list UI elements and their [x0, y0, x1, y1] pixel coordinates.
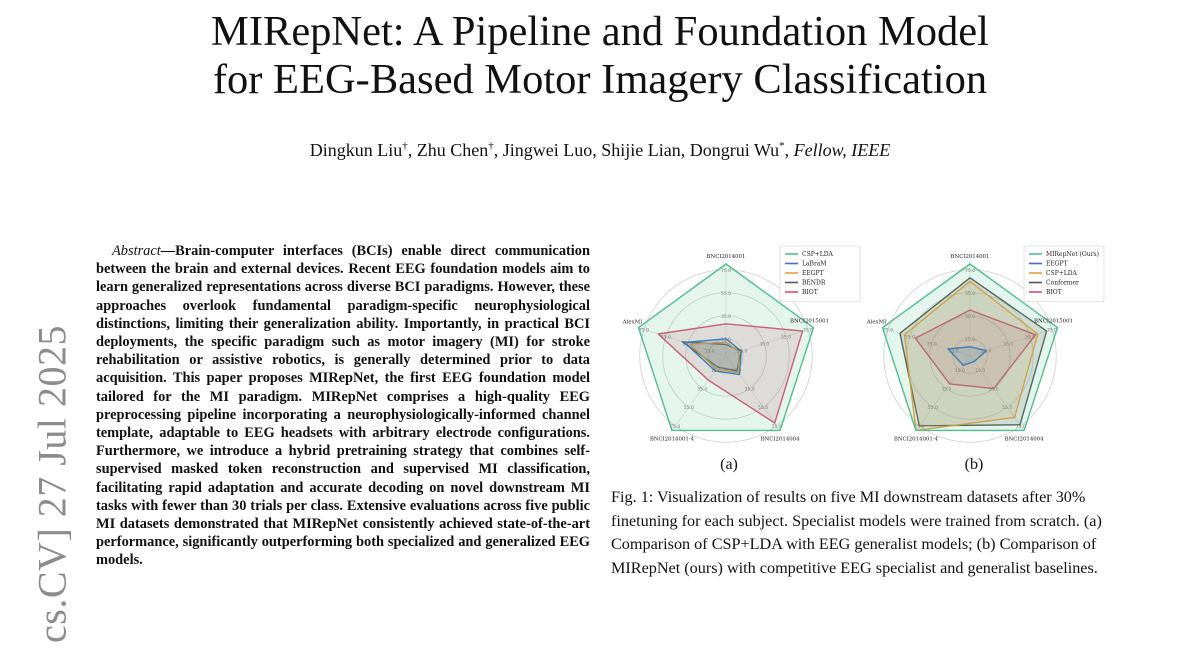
author-name: Jingwei Luo	[502, 140, 593, 160]
legend-label: BENDR	[802, 279, 826, 287]
radar-axis-label: BNCI2014001	[706, 254, 746, 260]
legend-label: LaBraM	[802, 260, 827, 268]
equal-contribution-mark: †	[488, 140, 494, 152]
radar-tick-label: 75.0	[720, 268, 732, 274]
radar-axis-label: BNCI2015001	[790, 318, 829, 325]
panel-label-b: (b)	[964, 456, 984, 473]
radar-tick-label: 75.0	[670, 424, 681, 430]
radar-tick-label: 15.0	[731, 368, 742, 374]
radar-tick-label: 35.0	[964, 314, 976, 320]
author-list: Dingkun Liu†, Zhu Chen†, Jingwei Luo, Shijie Lian, Dongrui Wu*, Fellow, IEEE	[309, 140, 891, 160]
radar-tick-label: 15.0	[737, 349, 748, 355]
author-name: Shijie Lian	[601, 140, 681, 160]
radar-tick-label: 35.0	[941, 387, 952, 393]
radar-tick-label: 55.0	[720, 291, 732, 297]
legend-label: BIOT	[802, 289, 818, 296]
radar-chart-b	[852, 236, 1107, 458]
author-name: Zhu Chen	[416, 140, 489, 160]
paper-title-line1: MIRepNet: A Pipeline and Foundation Model	[211, 8, 989, 55]
legend-label: BIOT	[1046, 289, 1062, 296]
corresponding-author-mark: *	[779, 140, 785, 152]
radar-tick-label: 15.0	[720, 337, 732, 343]
radar-axis-label: BNCI2014001-4	[893, 436, 939, 443]
radar-tick-label: 55.0	[927, 406, 938, 412]
radar-tick-label: 55.0	[904, 335, 915, 341]
abstract-label: Abstract	[112, 243, 161, 259]
legend-label: MIRepNet (Ours)	[1046, 251, 1099, 258]
legend-label: EEGPT	[1046, 260, 1068, 268]
radar-axis-label: BNCI2014004	[760, 436, 800, 443]
paper-title-line2: for EEG-Based Motor Imagery Classification	[212, 56, 988, 103]
radar-tick-label: 75.0	[882, 328, 893, 334]
legend-label: Conformer	[1046, 279, 1079, 287]
radar-tick-label: 35.0	[682, 342, 693, 348]
radar-tick-label: 15.0	[954, 368, 965, 374]
paper-title	[0, 8, 1200, 104]
legend-label: CSP+LDA	[1046, 270, 1077, 277]
radar-tick-label: 75.0	[803, 328, 814, 334]
radar-axis-label: BNCI2014001	[950, 254, 990, 260]
arxiv-identifier	[28, 325, 76, 643]
figure-caption: Fig. 1: Visualization of results on five MI downstream datasets after 30% finetuning for each subject. Specialist models were trained from scratch. (a) Comparison of CSP+LDA with EEG generalist models; (b) Comparison of MIRepNet (ours) with competitive EEG specialist and generalist baselines.	[611, 488, 1102, 577]
radar-tick-label: 55.0	[660, 335, 671, 341]
radar-tick-label: 15.0	[710, 368, 721, 374]
radar-tick-label: 55.0	[683, 406, 694, 412]
radar-tick-label: 15.0	[975, 368, 986, 374]
radar-tick-label: 75.0	[1047, 328, 1058, 334]
radar-tick-label: 55.0	[781, 335, 792, 341]
radar-tick-label: 15.0	[981, 349, 992, 355]
radar-axis-label: BNCI2014001-4	[649, 436, 695, 443]
radar-tick-label: 55.0	[964, 291, 976, 297]
legend-label: EEGPT	[802, 270, 824, 277]
radar-tick-label: 75.0	[771, 424, 782, 430]
radar-axis-label: BNCI2014004	[1004, 436, 1044, 443]
arxiv-identifier-text: cs.CV] 27 Jul 2025	[29, 325, 75, 643]
radar-tick-label: 75.0	[638, 328, 649, 334]
radar-tick-label: 35.0	[744, 387, 755, 393]
radar-tick-label: 35.0	[1003, 342, 1014, 348]
radar-axis-label: AlexMI	[866, 319, 887, 326]
equal-contribution-mark: †	[402, 140, 408, 152]
radar-tick-label: 55.0	[1002, 406, 1013, 412]
radar-axis-label: BNCI2015001	[1034, 318, 1073, 325]
radar-chart-a	[608, 236, 863, 458]
radar-tick-label: 75.0	[914, 424, 925, 430]
author-name: Dongrui Wu	[689, 140, 780, 160]
author-name: Dingkun Liu	[309, 140, 403, 160]
radar-tick-label: 35.0	[720, 314, 732, 320]
radar-tick-label: 15.0	[948, 349, 959, 355]
abstract-paragraph	[96, 242, 590, 570]
radar-axis-label: AlexMI	[622, 319, 643, 326]
radar-tick-label: 15.0	[964, 337, 976, 343]
radar-tick-label: 75.0	[1015, 424, 1026, 430]
radar-tick-label: 75.0	[964, 268, 976, 274]
radar-chart-b-svg	[852, 236, 1107, 458]
panel-label-a: (a)	[720, 456, 738, 473]
radar-tick-label: 35.0	[697, 387, 708, 393]
radar-tick-label: 15.0	[704, 349, 715, 355]
abstract-text: —Brain-computer interfaces (BCIs) enable direct communication between the brain and external devices. Recent EEG foundation models aim to learn generalized representations across diverse BCI paradigms. However, these approaches overlook fundamental paradigm-specific neurophysiological distinctions, limiting their generalization ability. Importantly, in practical BCI deployments, the specific paradigm such as motor imagery (MI) for stroke rehabilitation or assistive robotics, is generally determined prior to data acquisition. This paper proposes MIRepNet, the first EEG foundation model tailored for the MI paradigm. MIRepNet comprises a high-quality EEG preprocessing pipeline incorporating a neurophysiologically-informed channel template, adaptable to EEG headsets with arbitrary electrode configurations. Furthermore, we introduce a hybrid pretraining strategy that combines self-supervised masked token reconstruction and supervised MI classification, facilitating rapid adaptation and accurate decoding on novel downstream MI tasks with fewer than 30 trials per class. Extensive evaluations across five public MI datasets demonstrated that MIRepNet consistently achieved state-of-the-art performance, significantly outperforming both specialized and generalized EEG models.	[96, 243, 590, 569]
radar-tick-label: 35.0	[988, 387, 999, 393]
radar-tick-label: 55.0	[758, 406, 769, 412]
legend-label: CSP+LDA	[802, 251, 833, 258]
radar-tick-label: 55.0	[1025, 335, 1036, 341]
radar-tick-label: 35.0	[926, 342, 937, 348]
author-affiliation: Fellow, IEEE	[793, 140, 891, 160]
radar-chart-a-svg	[608, 236, 863, 458]
radar-tick-label: 35.0	[759, 342, 770, 348]
